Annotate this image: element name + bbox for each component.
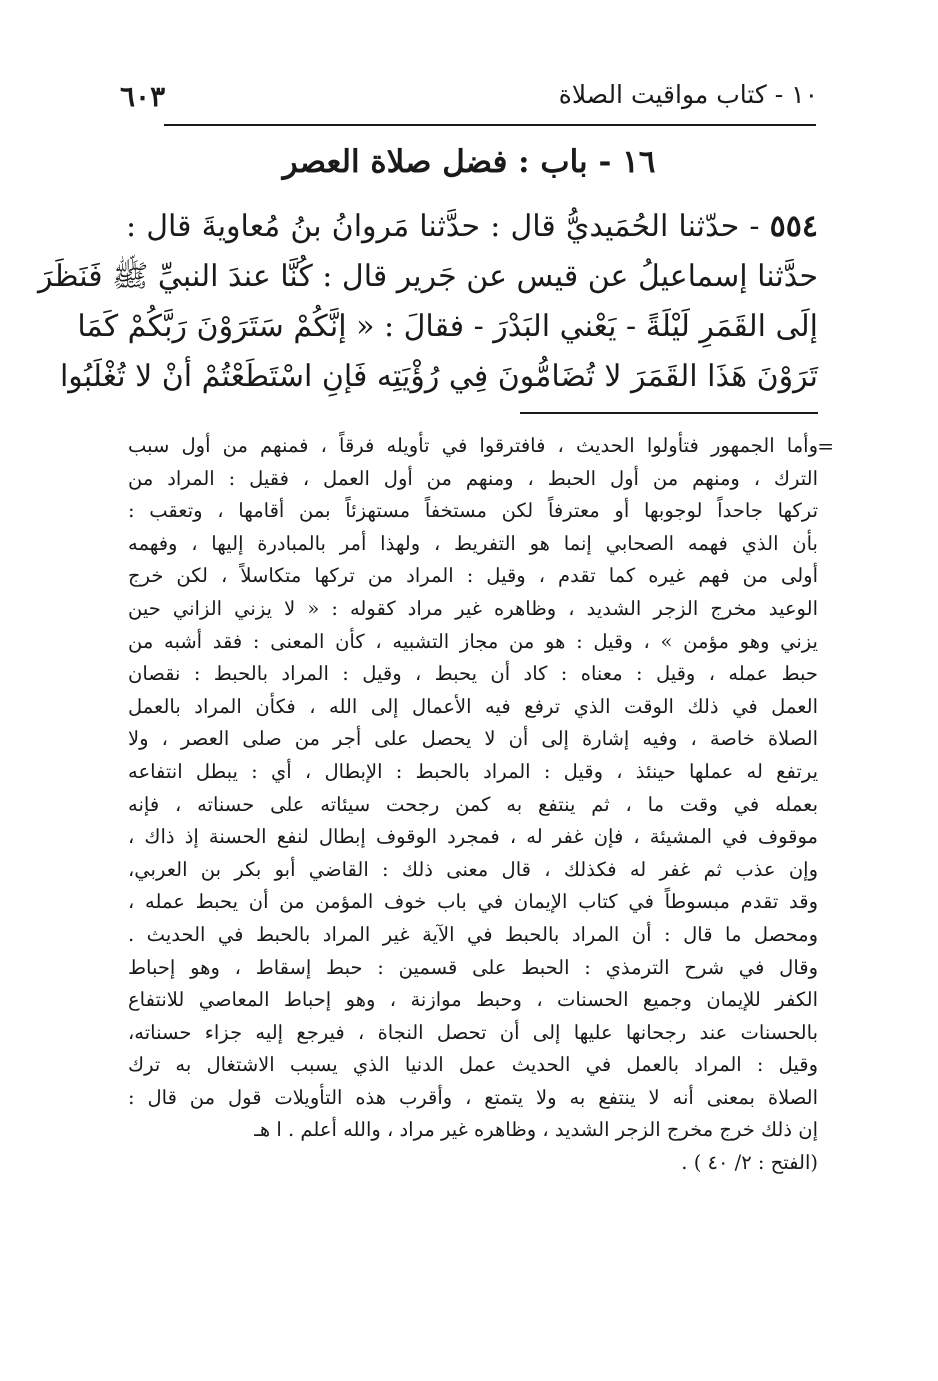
footnote-line: موقوف في المشيئة ، فإن غفر له ، فمجرد الوقوف إبطال لنفع الحسنة إذ ذاك ، (128, 825, 818, 849)
footnote-line: العمل في ذلك الوقت الذي ترفع فيه الأعمال إلى الله ، فكأن المراد بالعمل (128, 694, 818, 718)
footnote-continuation-mark: = (817, 434, 834, 458)
chapter-heading: ١٦ - باب : فضل صلاة العصر (282, 144, 656, 180)
hadith-line (126, 202, 818, 252)
footnote-line: الصلاة بمعنى أنه لا ينتفع به ولا يتمتع ، وأقرب هذه التأويلات قول من قال : (128, 1085, 818, 1109)
running-title: ١٠ - كتاب مواقيت الصلاة (558, 80, 818, 109)
footnote-line: الترك ، ومنهم من أول الحبط ، ومنهم من أول العمل ، فقيل : المراد من (128, 466, 818, 490)
footnote-line: وإن عذب ثم غفر له فكذلك ، قال معنى ذلك : القاضي أبو بكر بن العربي، (128, 857, 818, 881)
footnote-line: (الفتح : ٢/ ٤٠ ) . (681, 1151, 818, 1175)
footnote-line: بعمله في وقت ما ، ثم ينتفع به كمن رجحت سيئاته على حسناته ، فإنه (128, 792, 818, 816)
footnote (128, 430, 818, 1180)
footnote-line: الكفر للإيمان وجميع الحسنات ، وحبط موازنة ، وهو إحباط المعاصي للانتفاع (128, 988, 818, 1012)
page-number: ٦٠٣ (120, 80, 166, 113)
footnote-rule (520, 412, 818, 414)
hadith-line: حدَّثنا إسماعيلُ عن قيس عن جَرير قال : كُنَّا عندَ النبيِّ ﷺ فَنَظَرَ (38, 259, 818, 294)
hadith-text (38, 202, 818, 402)
hadith-line: تَرَوْنَ هَذَا القَمَرَ لا تُضَامُّونَ فِي رُؤْيَتِه فَإنِ اسْتَطَعْتُمْ أنْ لا تُغْلَبُوا (59, 359, 818, 394)
footnote-line: بالحسنات عند رجحانها عليها إلى أن تحصل النجاة ، فيرجع إليه جزاء حسناته، (128, 1020, 818, 1044)
running-header (120, 80, 818, 120)
footnote-line: الوعيد مخرج الزجر الشديد ، وظاهره غير مراد كقوله : « لا يزني الزاني حين (128, 596, 818, 620)
footnote-line: وقد تقدم مبسوطاً في كتاب الإيمان في باب خوف المؤمن من أن يحبط عمله ، (128, 890, 818, 914)
footnote-line: بأن الذي فهمه الصحابي إنما هو التفريط ، ولهذا أمر بالمبادرة إليها ، وفهمه (128, 531, 818, 555)
footnote-line: وقيل : المراد بالعمل في الحديث عمل الدنيا الذي يسبب الاشتغال به ترك (128, 1053, 818, 1077)
footnote-line: الصلاة خاصة ، وفيه إشارة إلى أن لا يحصل على أجر من صلى العصر ، ولا (128, 727, 818, 751)
footnote-line: إن ذلك خرج مخرج الزجر الشديد ، وظاهره غير مراد ، والله أعلم . ا هـ (254, 1118, 818, 1142)
footnote-line: يزني وهو مؤمن » ، وقيل : هو من مجاز التشبيه ، كأن المعنى : فقد أشبه من (128, 629, 818, 653)
footnote-line: ومحصل ما قال : أن المراد بالحبط في الآية غير المراد بالحبط في الحديث . (128, 922, 818, 946)
footnote-line: يرتفع له عملها حينئذ ، وقيل : المراد بالحبط : الإبطال ، أي : يبطل انتفاعه (128, 759, 819, 783)
footnote-line: وأما الجمهور فتأولوا الحديث ، فافترقوا في تأويله فرقاً ، فمنهم من أول سبب (128, 434, 818, 457)
hadith-number: ٥٥٤ (769, 209, 818, 244)
footnote-line: حبط عمله ، وقيل : معناه : كاد أن يحبط ، وقيل : المراد بالحبط : نقصان (128, 662, 818, 686)
hadith-line-text: - حدّثنا الحُمَيديُّ قال : حدَّثنا مَروانُ بنُ مُعاويةَ قال : (126, 209, 770, 244)
header-rule (164, 124, 816, 126)
footnote-line: تركها جاحداً لوجوبها أو معترفاً لكن مستخفاً مستهزئاً بمن أقامها ، وتعقب : (128, 499, 818, 523)
footnote-line: أولى من فهم غيره كما تقدم ، وقيل : المراد من تركها متكاسلاً ، لكن خرج (128, 564, 819, 588)
hadith-line: إلَى القَمَرِ لَيْلَةً - يَعْني البَدْرَ - فقالَ : « إنَّكُمْ سَتَرَوْنَ رَبَّكُمْ كَمَا (77, 309, 818, 344)
footnote-line: وقال في شرح الترمذي : الحبط على قسمين : حبط إسقاط ، وهو إحباط (128, 955, 818, 979)
